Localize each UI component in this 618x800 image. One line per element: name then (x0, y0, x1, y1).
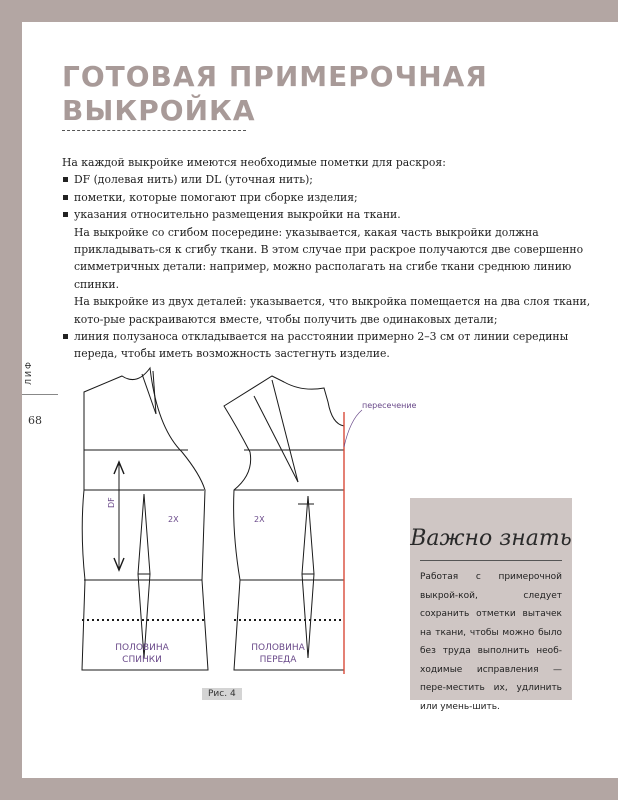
figure-caption: Рис. 4 (202, 688, 242, 700)
intro-paragraph: На каждой выкройке имеются необходимые пометки для раскроя: (62, 156, 446, 169)
note-dashed-rule (410, 497, 572, 498)
bullet-item: DF (долевая нить) или DL (уточная нить); (62, 171, 592, 188)
grain-label: DF (107, 497, 116, 508)
back-count-mark: 2X (168, 515, 179, 524)
bullet-item: линия полузаноса откладывается на расстоянии примерно 2–3 см от линии середины переда, чтобы иметь возможность застегнуть изделие. (62, 328, 592, 363)
intersection-label: пересечение (362, 401, 417, 410)
section-label: ЛИФ (24, 360, 33, 386)
front-waist-dart (302, 496, 314, 658)
title-line-2: ВЫКРОЙКА (62, 94, 256, 127)
two-pieces-paragraph: На выкройке из двух деталей: указывается, что выкройка помещается на два слоя ткани, кото-рые раскраиваются вместе, чтобы получить две одинаковых детали; (74, 295, 591, 326)
note-text: Работая с примерочной выкрой-кой, следует сохранить отметки вытачек на ткани, чтобы можно было без труда выполнить необ-ходимые исправления — пере-местить их, удлинить или умень-шить. (420, 572, 562, 712)
back-waist-dart (138, 494, 150, 658)
note-title: Важно знать (410, 526, 572, 551)
bullet-item: пометки, которые помогают при сборке изделия; (62, 189, 592, 206)
front-label-line2: ПЕРЕДА (259, 655, 297, 665)
front-shoulder-dart (254, 396, 298, 482)
intersection-leader (344, 410, 362, 447)
fold-paragraph: На выкройке со сгибом посередине: указывается, какая часть выкройки должна прикладывать-ся к сгибу ткани. В этом случае при раскрое получаются две совершенно симметричных детали: например, можно располагать на сгибе ткани среднюю линию спинки. (74, 225, 584, 291)
page (22, 22, 618, 778)
front-piece (224, 376, 344, 670)
back-piece (82, 368, 208, 670)
page-number: 68 (28, 414, 42, 427)
front-count-mark: 2X (254, 515, 265, 524)
note-box (410, 498, 572, 712)
note-rule (420, 560, 562, 561)
back-label-line1: ПОЛОВИНА (115, 643, 169, 653)
front-label-line1: ПОЛОВИНА (251, 643, 305, 653)
title-line-1: ГОТОВАЯ ПРИМЕРОЧНАЯ (62, 60, 488, 93)
back-outline (82, 368, 208, 670)
front-shoulder-dart (272, 380, 298, 482)
back-label-line2: СПИНКИ (122, 655, 162, 665)
bullet-item: указания относительно размещения выкройки на ткани. (62, 206, 592, 223)
front-outline (224, 376, 344, 670)
